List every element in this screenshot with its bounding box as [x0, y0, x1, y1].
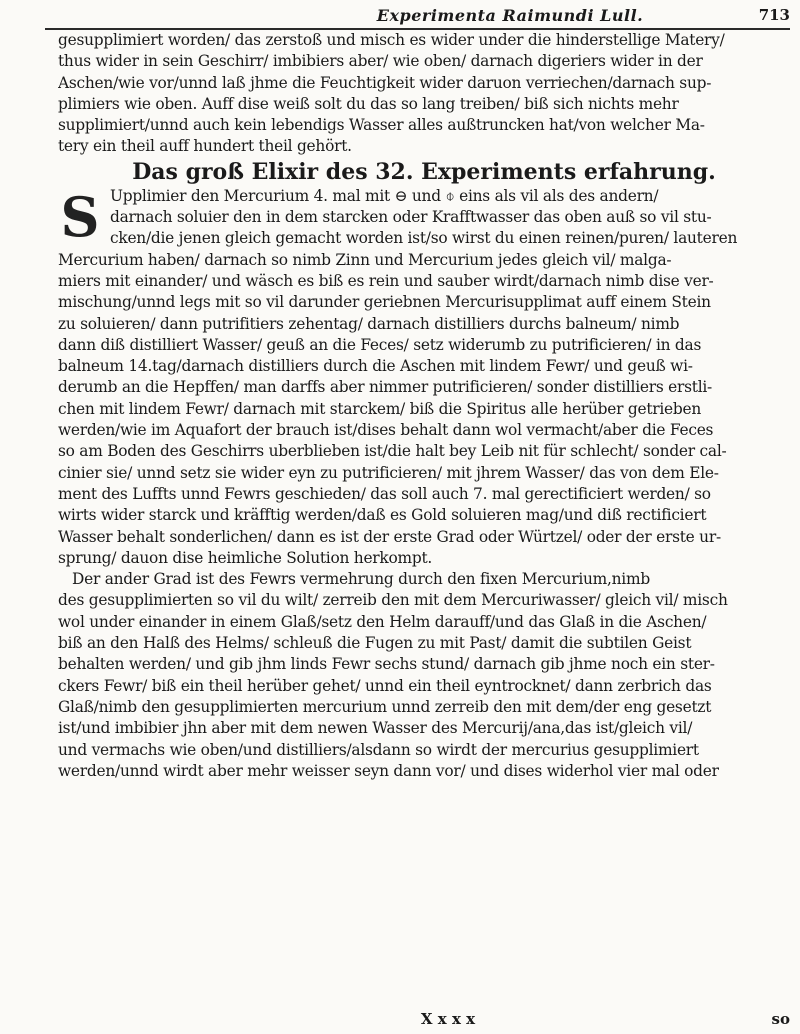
text-line: werden/unnd wirdt aber mehr weisser seyn dann vor/ und dises widerhol vier mal oder [58, 761, 719, 780]
text-line: wirts wider starck und kräfftig werden/daß es Gold soluieren mag/und diß rectificiert [58, 506, 707, 525]
text-line: Wasser behalt sonderlichen/ dann es ist der erste Grad oder Würtzel/ oder der erste ur- [58, 527, 721, 546]
catchword: so [771, 1010, 790, 1028]
text-line: ist/und imbibier jhn aber mit dem newen Wasser des Mercurij/ana,das ist/gleich vil/ [58, 719, 693, 738]
paragraph-second-grade [58, 569, 790, 782]
text-line: darnach soluier den in dem starcken oder Krafftwasser das oben auß so vil stu- [110, 208, 712, 227]
text-line: balneum 14.tag/darnach distilliers durch die Aschen mit lindem Fewr/ und geuß wi- [58, 357, 693, 376]
text-line: und vermachs wie oben/und distilliers/alsdann so wirdt der mercurius gesupplimiert [58, 740, 699, 759]
page-footer [58, 1010, 790, 1032]
signature-mark: X x x x [420, 1010, 476, 1028]
running-head [100, 6, 790, 28]
running-title: Experimenta Raimundi Lull. [376, 6, 644, 25]
text-line: ckers Fewr/ biß ein theil herüber gehet/ unnd ein theil eyntrocknet/ dann zerbrich das [58, 676, 712, 695]
text-line: Glaß/nimb den gesupplimierten mercurium unnd zerreib den mit dem/der eng gesetzt [58, 697, 712, 716]
text-line: ment des Luffts unnd Fewrs geschieden/ das soll auch 7. mal gerectificiert werden/ so [58, 484, 711, 503]
text-line: derumb an die Hepffen/ man darffs aber nimmer putrificieren/ sonder distilliers erstli- [58, 378, 712, 397]
text-line: supplimiert/unnd auch kein lebendigs Wasser alles außtruncken hat/von welcher Ma- [58, 116, 705, 135]
text-line: mischung/unnd legs mit so vil darunder geriebnen Mercurisupplimat auff einem Stein [58, 293, 711, 312]
text-line: thus wider in sein Geschirr/ imbibiers aber/ wie oben/ darnach digeriers wider in der [58, 52, 703, 71]
text-line: biß an den Halß des Helms/ schleuß die Fugen zu mit Past/ damit die subtilen Geist [58, 634, 692, 653]
text-line: werden/wie im Aquafort der brauch ist/dises behalt dann wol vermacht/aber die Feces [58, 421, 714, 440]
text-line: miers mit einander/ und wäsch es biß es rein und sauber wirdt/darnach nimb dise ver- [58, 271, 714, 290]
text-line: wol under einander in einem Glaß/setz den Helm darauff/und das Glaß in die Aschen/ [58, 612, 707, 631]
text-line: behalten werden/ und gib jhm linds Fewr sechs stund/ darnach gib jhme noch ein ster- [58, 655, 715, 674]
text-line: dann diß distilliert Wasser/ geuß an die Feces/ setz widerumb zu putrificieren/ in das [58, 335, 702, 354]
text-line: chen mit lindem Fewr/ darnach mit starckem/ biß die Spiritus alle herüber getrieben [58, 399, 702, 418]
page-number: 713 [758, 6, 790, 24]
text-line: Aschen/wie vor/unnd laß jhme die Feuchtigkeit wider daruon verriechen/darnach sup- [58, 73, 712, 92]
text-line: sprung/ dauon dise heimliche Solution herkompt. [58, 548, 433, 567]
section-heading: Das groß Elixir des 32. Experiments erfahrung. [132, 158, 716, 185]
paragraph-experiment [58, 186, 790, 569]
text-line: tery ein theil auff hundert theil gehört. [58, 137, 352, 156]
body-text [58, 30, 790, 782]
paragraph-continued [58, 30, 790, 158]
text-line: cken/die jenen gleich gemacht worden ist/so wirst du einen reinen/puren/ lauteren [110, 229, 738, 248]
text-line: Der ander Grad ist des Fewrs vermehrung durch den fixen Mercurium,nimb [72, 570, 650, 589]
text-line: plimiers wie oben. Auff dise weiß solt du das so lang treiben/ biß sich nichts mehr [58, 94, 679, 113]
text-line: so am Boden des Geschirrs uberblieben ist/die halt bey Leib nit für schlecht/ sonder cal- [58, 442, 727, 461]
text-line: Upplimier den Mercurium 4. mal mit ⊖ und ⌽ eins als vil als des andern/ [110, 186, 659, 205]
drop-capital: S [60, 184, 100, 249]
text-line: des gesupplimierten so vil du wilt/ zerreib den mit dem Mercuriwasser/ gleich vil/ misch [58, 591, 728, 610]
text-line: cinier sie/ unnd setz sie wider eyn zu putrificieren/ mit jhrem Wasser/ das von dem Ele- [58, 463, 719, 482]
text-line: zu soluieren/ dann putrifitiers zehentag/ darnach distilliers durchs balneum/ nimb [58, 314, 680, 333]
text-line: gesupplimiert worden/ das zerstoß und misch es wider under die hinderstellige Matery/ [58, 31, 725, 49]
text-line: Mercurium haben/ darnach so nimb Zinn und Mercurium jedes gleich vil/ malga- [58, 250, 672, 269]
